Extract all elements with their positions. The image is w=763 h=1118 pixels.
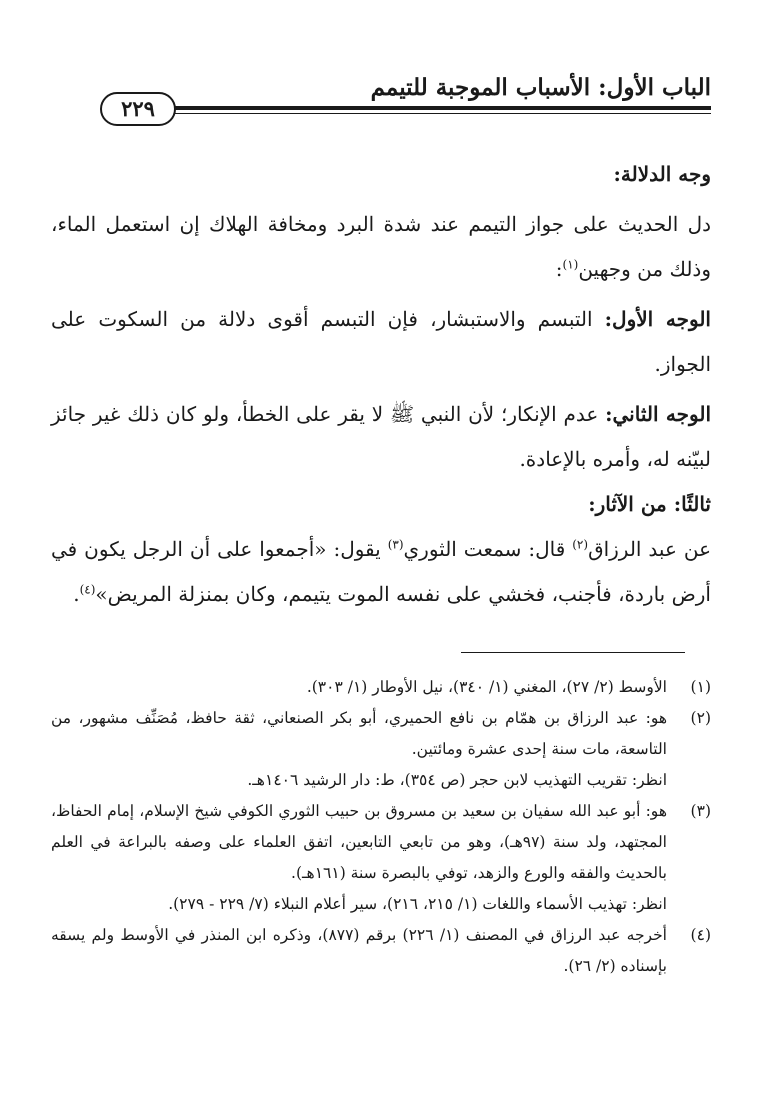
footnote-number: (٢) bbox=[690, 709, 711, 727]
point-label: الوجه الثاني: bbox=[605, 402, 712, 426]
footnote-ref[interactable]: (١) bbox=[562, 257, 579, 272]
header-rule bbox=[172, 106, 711, 110]
footnote-source: انظر: تقريب التهذيب لابن حجر (ص ٣٥٤)، ط: دار الرشيد ١٤٠٦هـ. bbox=[247, 771, 667, 789]
paragraph-point-one: الوجه الأول: التبسم والاستبشار، فإن التبسم أقوى دلالة من السكوت على الجواز. bbox=[51, 307, 711, 376]
running-header bbox=[100, 72, 711, 121]
footnote-ref[interactable]: (٢) bbox=[572, 537, 589, 552]
footnote: (٢) هو: عبد الرزاق بن همّام بن نافع الحميري، أبو بكر الصنعاني، ثقة حافظ، مُصَنِّف مشهور، من التاسعة، مات سنة إحدى عشرة ومائتين. bbox=[51, 703, 711, 765]
main-text bbox=[51, 152, 711, 617]
footnote-ref[interactable]: (٣) bbox=[387, 537, 404, 552]
footnote: (١) الأوسط (٢/ ٢٧)، المغني (١/ ٣٤٠)، نيل الأوطار (١/ ٣٠٣). bbox=[51, 672, 711, 703]
footnote-ref[interactable]: (٤) bbox=[79, 582, 96, 597]
footnote: (٤) أخرجه عبد الرزاق في المصنف (١/ ٢٢٦) برقم (٨٧٧)، وذكره ابن المنذر في الأوسط ولم يسقه بإسناده (٢/ ٢٦). bbox=[51, 920, 711, 982]
header-rule-thin bbox=[172, 113, 711, 114]
footnote-source: انظر: تهذيب الأسماء واللغات (١/ ٢١٥، ٢١٦)، سير أعلام النبلاء (٧/ ٢٢٩ - ٢٧٩). bbox=[168, 895, 667, 913]
point-label: الوجه الأول: bbox=[604, 307, 711, 331]
footnote-separator bbox=[461, 652, 685, 653]
footnote-number: (٣) bbox=[690, 802, 711, 820]
paragraph-athar: عن عبد الرزاق$^{(٢)}$ قال: سمعت الثوري$^{(٣)}$ يقول: «أجمعوا على أن الرجل يكون في أرض باردة، فأجنب، فخشي على نفسه الموت يتيمم، وكان بمنزلة المريض»$^{(٤)}$. bbox=[51, 537, 711, 606]
section-heading: وجه الدلالة: bbox=[613, 162, 711, 186]
footnote-number: (٤) bbox=[690, 926, 711, 944]
footnote-number: (١) bbox=[690, 678, 711, 696]
paragraph-evidence: دل الحديث على جواز التيمم عند شدة البرد ومخافة الهلاك إن استعمل الماء، وذلك من وجهين$^{(١)}$: bbox=[51, 212, 711, 281]
athar-heading: ثالثًا: من الآثار: bbox=[588, 492, 711, 516]
paragraph-point-two: الوجه الثاني: عدم الإنكار؛ لأن النبي ﷺ لا يقر على الخطأ، ولو كان ذلك غير جائز لبيّنه له، وأمره بالإعادة. bbox=[51, 402, 712, 471]
footnote: (٣) هو: أبو عبد الله سفيان بن سعيد بن مسروق بن حبيب الثوري الكوفي شيخ الإسلام، إمام الحفاظ، المجتهد، ولد سنة (٩٧هـ)، وهو من تابعي التابعين، اتفق العلماء على وصفه بالبراعة في العلم بالحديث والفقه والورع والزهد، توفي بالبصرة سنة (١٦١هـ). bbox=[51, 796, 711, 889]
chapter-title: الباب الأول: الأسباب الموجبة للتيمم bbox=[370, 74, 711, 101]
footnotes bbox=[51, 672, 711, 982]
page-number: ٢٢٩ bbox=[100, 92, 176, 126]
